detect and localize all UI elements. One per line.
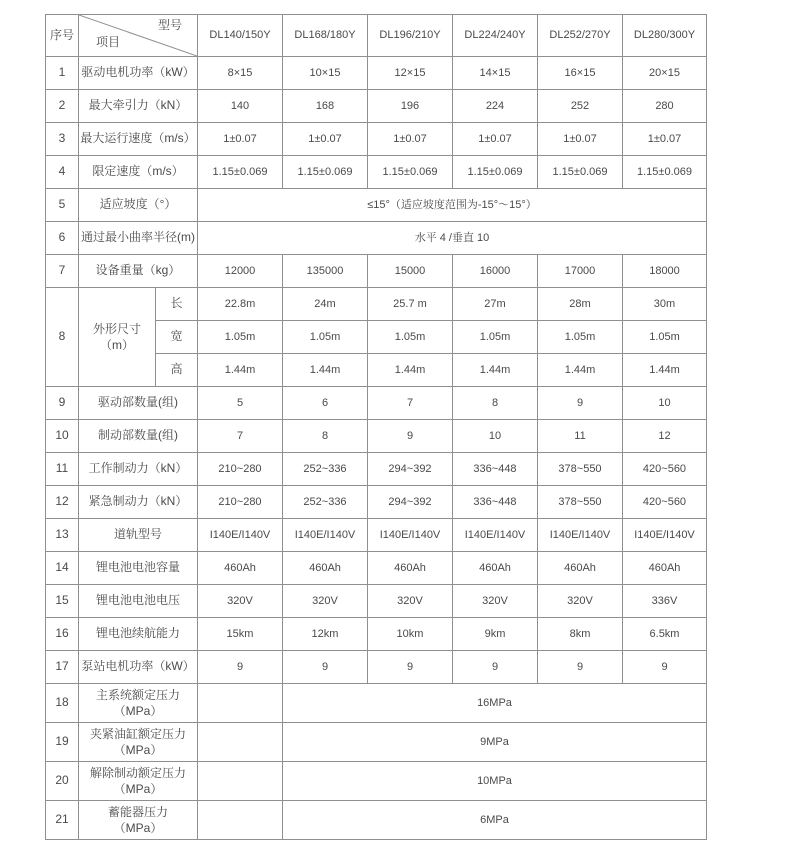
merged-value-cell: 10MPa	[283, 762, 707, 801]
table-row	[46, 189, 707, 222]
merged-value-cell: 16MPa	[283, 684, 707, 723]
spec-value-cell: 9	[538, 387, 623, 420]
spec-value-cell: 18000	[623, 255, 707, 288]
index-column-header: 序号	[46, 15, 79, 57]
spec-value-cell: 9	[538, 651, 623, 684]
spec-value-cell: 1±0.07	[283, 123, 368, 156]
spec-value-cell: 252~336	[283, 486, 368, 519]
spec-value-cell: 1±0.07	[623, 123, 707, 156]
spec-value-cell: 6	[283, 387, 368, 420]
spec-value-cell: 1±0.07	[368, 123, 453, 156]
spec-value-cell: 1.44m	[368, 354, 453, 387]
model-column-header: DL168/180Y	[283, 15, 368, 57]
row-number-cell: 5	[46, 189, 79, 222]
model-column-header: DL252/270Y	[538, 15, 623, 57]
row-label-cell: 最大牵引力（kN）	[79, 90, 198, 123]
row-label-cell: 紧急制动力（kN）	[79, 486, 198, 519]
spec-value-cell: 378~550	[538, 453, 623, 486]
table-row	[46, 486, 707, 519]
row-number-cell: 18	[46, 684, 79, 723]
spec-value-cell: 336~448	[453, 486, 538, 519]
row-label-cell: 适应坡度（°）	[79, 189, 198, 222]
spec-value-cell: I140E/I140V	[283, 519, 368, 552]
spec-value-cell: 9	[623, 651, 707, 684]
spec-value-cell: 12	[623, 420, 707, 453]
row-number-cell: 15	[46, 585, 79, 618]
row-label-line1: 夹紧油缸额定压力	[89, 726, 186, 741]
spec-value-cell: 9	[368, 651, 453, 684]
spec-value-cell: 1.05m	[283, 321, 368, 354]
row-number-cell: 11	[46, 453, 79, 486]
spec-value-cell: 8×15	[198, 57, 283, 90]
table-row	[46, 387, 707, 420]
spec-value-cell: 1±0.07	[198, 123, 283, 156]
spec-value-cell: 1.15±0.069	[538, 156, 623, 189]
row-number-cell: 8	[46, 288, 79, 387]
table-row	[46, 288, 707, 321]
spec-value-cell: 1.05m	[368, 321, 453, 354]
spec-value-cell: 28m	[538, 288, 623, 321]
row-label-cell: 锂电池电池容量	[79, 552, 198, 585]
dimension-sub-label: 宽	[156, 321, 198, 354]
spec-value-cell: 9	[368, 420, 453, 453]
spec-value-cell: 1.44m	[198, 354, 283, 387]
spec-value-cell: 9km	[453, 618, 538, 651]
row-label-line1: 主系统额定压力	[95, 687, 180, 702]
model-column-header: DL140/150Y	[198, 15, 283, 57]
spec-value-cell: 210~280	[198, 453, 283, 486]
spec-value-cell: 8	[453, 387, 538, 420]
merged-value-cell: 9MPa	[283, 723, 707, 762]
spec-value-cell: 224	[453, 90, 538, 123]
spec-value-cell: 9	[453, 651, 538, 684]
spec-value-cell: 1.15±0.069	[198, 156, 283, 189]
spec-value-cell: 11	[538, 420, 623, 453]
spec-value-cell: 420~560	[623, 486, 707, 519]
spec-value-cell: 1.05m	[623, 321, 707, 354]
spec-value-cell: 168	[283, 90, 368, 123]
spec-value-cell: 460Ah	[538, 552, 623, 585]
spec-value-cell: 280	[623, 90, 707, 123]
spec-value-cell: 12000	[198, 255, 283, 288]
row-number-cell: 4	[46, 156, 79, 189]
spec-value-cell: 320V	[198, 585, 283, 618]
table-header-row	[46, 15, 707, 57]
corner-header-cell	[79, 15, 198, 57]
table-row	[46, 552, 707, 585]
spec-value-cell: 1.05m	[453, 321, 538, 354]
row-label-cell: 锂电池续航能力	[79, 618, 198, 651]
row-label-line2: （MPa）	[113, 704, 163, 718]
spec-value-cell: 320V	[283, 585, 368, 618]
row-label-cell: 泵站电机功率（kW）	[79, 651, 198, 684]
table-row	[46, 90, 707, 123]
table-row	[46, 762, 707, 801]
spec-value-cell: 8km	[538, 618, 623, 651]
model-column-header: DL224/240Y	[453, 15, 538, 57]
row-label-cell: 工作制动力（kN）	[79, 453, 198, 486]
row-label-cell	[79, 684, 198, 723]
table-row	[46, 684, 707, 723]
spec-value-cell: 1.15±0.069	[283, 156, 368, 189]
spec-value-cell: 20×15	[623, 57, 707, 90]
row-label-cell: 制动部数量(组)	[79, 420, 198, 453]
spec-value-cell: 1±0.07	[453, 123, 538, 156]
spec-value-cell: 12km	[283, 618, 368, 651]
row-number-cell: 6	[46, 222, 79, 255]
table-row	[46, 222, 707, 255]
spec-value-cell: 210~280	[198, 486, 283, 519]
spec-value-cell: 1.15±0.069	[368, 156, 453, 189]
spec-value-cell: I140E/I140V	[538, 519, 623, 552]
table-row	[46, 255, 707, 288]
spec-value-cell: 7	[198, 420, 283, 453]
spec-value-cell: 10	[623, 387, 707, 420]
spec-value-cell: 252~336	[283, 453, 368, 486]
table-row	[46, 123, 707, 156]
spec-value-cell: 460Ah	[368, 552, 453, 585]
spec-value-cell: 22.8m	[198, 288, 283, 321]
row-number-cell: 19	[46, 723, 79, 762]
row-number-cell: 12	[46, 486, 79, 519]
table-row	[46, 420, 707, 453]
row-label-cell	[79, 801, 198, 840]
spec-value-cell: 6.5km	[623, 618, 707, 651]
row-number-cell: 3	[46, 123, 79, 156]
row-label-cell: 驱动部数量(组)	[79, 387, 198, 420]
spec-value-cell: 14×15	[453, 57, 538, 90]
spec-value-cell: 460Ah	[198, 552, 283, 585]
spec-value-cell: 252	[538, 90, 623, 123]
spec-value-cell: 140	[198, 90, 283, 123]
spec-value-cell: 1.15±0.069	[453, 156, 538, 189]
spec-value-cell: 17000	[538, 255, 623, 288]
spec-value-cell: 10	[453, 420, 538, 453]
spec-value-cell: 460Ah	[623, 552, 707, 585]
table-row	[46, 453, 707, 486]
spec-value-cell: 25.7 m	[368, 288, 453, 321]
spec-value-cell: 320V	[538, 585, 623, 618]
spec-value-cell: 16×15	[538, 57, 623, 90]
row-number-cell: 16	[46, 618, 79, 651]
spec-value-cell: 320V	[453, 585, 538, 618]
spec-value-cell: 5	[198, 387, 283, 420]
row-number-cell: 7	[46, 255, 79, 288]
spec-value-cell: 8	[283, 420, 368, 453]
spec-table-body	[46, 57, 707, 840]
row-label-cell	[79, 762, 198, 801]
row-label-line2: （MPa）	[113, 821, 163, 835]
table-row	[46, 57, 707, 90]
corner-model-label: 型号	[157, 18, 182, 32]
spec-value-cell: 7	[368, 387, 453, 420]
merged-value-cell: ≤15°（适应坡度范围为-15°～15°）	[198, 189, 707, 222]
spec-value-cell: 10km	[368, 618, 453, 651]
spec-value-cell: 10×15	[283, 57, 368, 90]
spec-value-cell: 336V	[623, 585, 707, 618]
empty-value-cell	[198, 762, 283, 801]
spec-value-cell: I140E/I140V	[453, 519, 538, 552]
spec-value-cell: 30m	[623, 288, 707, 321]
row-number-cell: 9	[46, 387, 79, 420]
corner-item-label: 项目	[96, 35, 121, 50]
spec-value-cell: 460Ah	[283, 552, 368, 585]
row-label-cell: 设备重量（kg）	[79, 255, 198, 288]
spec-value-cell: 16000	[453, 255, 538, 288]
row-label-cell	[79, 723, 198, 762]
spec-value-cell: 12×15	[368, 57, 453, 90]
row-label-line2: （m）	[100, 338, 134, 352]
empty-value-cell	[198, 684, 283, 723]
spec-value-cell: I140E/I140V	[623, 519, 707, 552]
spec-value-cell: 294~392	[368, 453, 453, 486]
table-row	[46, 723, 707, 762]
row-label-cell: 锂电池电池电压	[79, 585, 198, 618]
row-label-cell: 通过最小曲率半径(m)	[79, 222, 198, 255]
row-label-line2: （MPa）	[113, 782, 163, 796]
row-label-line1: 蓄能器压力	[107, 804, 168, 819]
model-column-header: DL196/210Y	[368, 15, 453, 57]
spec-value-cell: 1.44m	[538, 354, 623, 387]
merged-value-cell: 6MPa	[283, 801, 707, 840]
empty-value-cell	[198, 723, 283, 762]
spec-value-cell: 135000	[283, 255, 368, 288]
row-label-line1: 解除制动额定压力	[89, 765, 186, 780]
table-row	[46, 651, 707, 684]
spec-value-cell: 460Ah	[453, 552, 538, 585]
row-label-line1: 外形尺寸	[92, 321, 141, 336]
spec-value-cell: 1±0.07	[538, 123, 623, 156]
row-label-line2: （MPa）	[113, 743, 163, 757]
row-number-cell: 17	[46, 651, 79, 684]
spec-value-cell: 294~392	[368, 486, 453, 519]
spec-value-cell: 24m	[283, 288, 368, 321]
table-row	[46, 585, 707, 618]
spec-value-cell: 320V	[368, 585, 453, 618]
row-number-cell: 2	[46, 90, 79, 123]
table-row	[46, 519, 707, 552]
row-label-cell: 驱动电机功率（kW）	[79, 57, 198, 90]
row-number-cell: 10	[46, 420, 79, 453]
spec-value-cell: I140E/I140V	[368, 519, 453, 552]
row-number-cell: 1	[46, 57, 79, 90]
table-row	[46, 156, 707, 189]
dimension-sub-label: 长	[156, 288, 198, 321]
spec-value-cell: 1.05m	[198, 321, 283, 354]
spec-value-cell: 1.44m	[453, 354, 538, 387]
spec-value-cell: 378~550	[538, 486, 623, 519]
spec-value-cell: 1.44m	[623, 354, 707, 387]
row-label-cell	[79, 288, 156, 387]
spec-value-cell: I140E/I140V	[198, 519, 283, 552]
row-label-cell: 最大运行速度（m/s）	[79, 123, 198, 156]
spec-value-cell: 1.44m	[283, 354, 368, 387]
spec-value-cell: 420~560	[623, 453, 707, 486]
row-number-cell: 20	[46, 762, 79, 801]
merged-value-cell: 水平 4 /垂直 10	[198, 222, 707, 255]
row-label-cell: 道轨型号	[79, 519, 198, 552]
spec-value-cell: 9	[283, 651, 368, 684]
spec-table	[45, 14, 707, 840]
row-number-cell: 14	[46, 552, 79, 585]
row-number-cell: 13	[46, 519, 79, 552]
row-label-cell: 限定速度（m/s）	[79, 156, 198, 189]
spec-value-cell: 9	[198, 651, 283, 684]
table-row	[46, 801, 707, 840]
dimension-sub-label: 高	[156, 354, 198, 387]
row-number-cell: 21	[46, 801, 79, 840]
spec-value-cell: 196	[368, 90, 453, 123]
table-row	[46, 618, 707, 651]
spec-value-cell: 1.05m	[538, 321, 623, 354]
spec-value-cell: 27m	[453, 288, 538, 321]
model-column-header: DL280/300Y	[623, 15, 707, 57]
empty-value-cell	[198, 801, 283, 840]
spec-value-cell: 336~448	[453, 453, 538, 486]
spec-value-cell: 15km	[198, 618, 283, 651]
spec-value-cell: 1.15±0.069	[623, 156, 707, 189]
spec-value-cell: 15000	[368, 255, 453, 288]
